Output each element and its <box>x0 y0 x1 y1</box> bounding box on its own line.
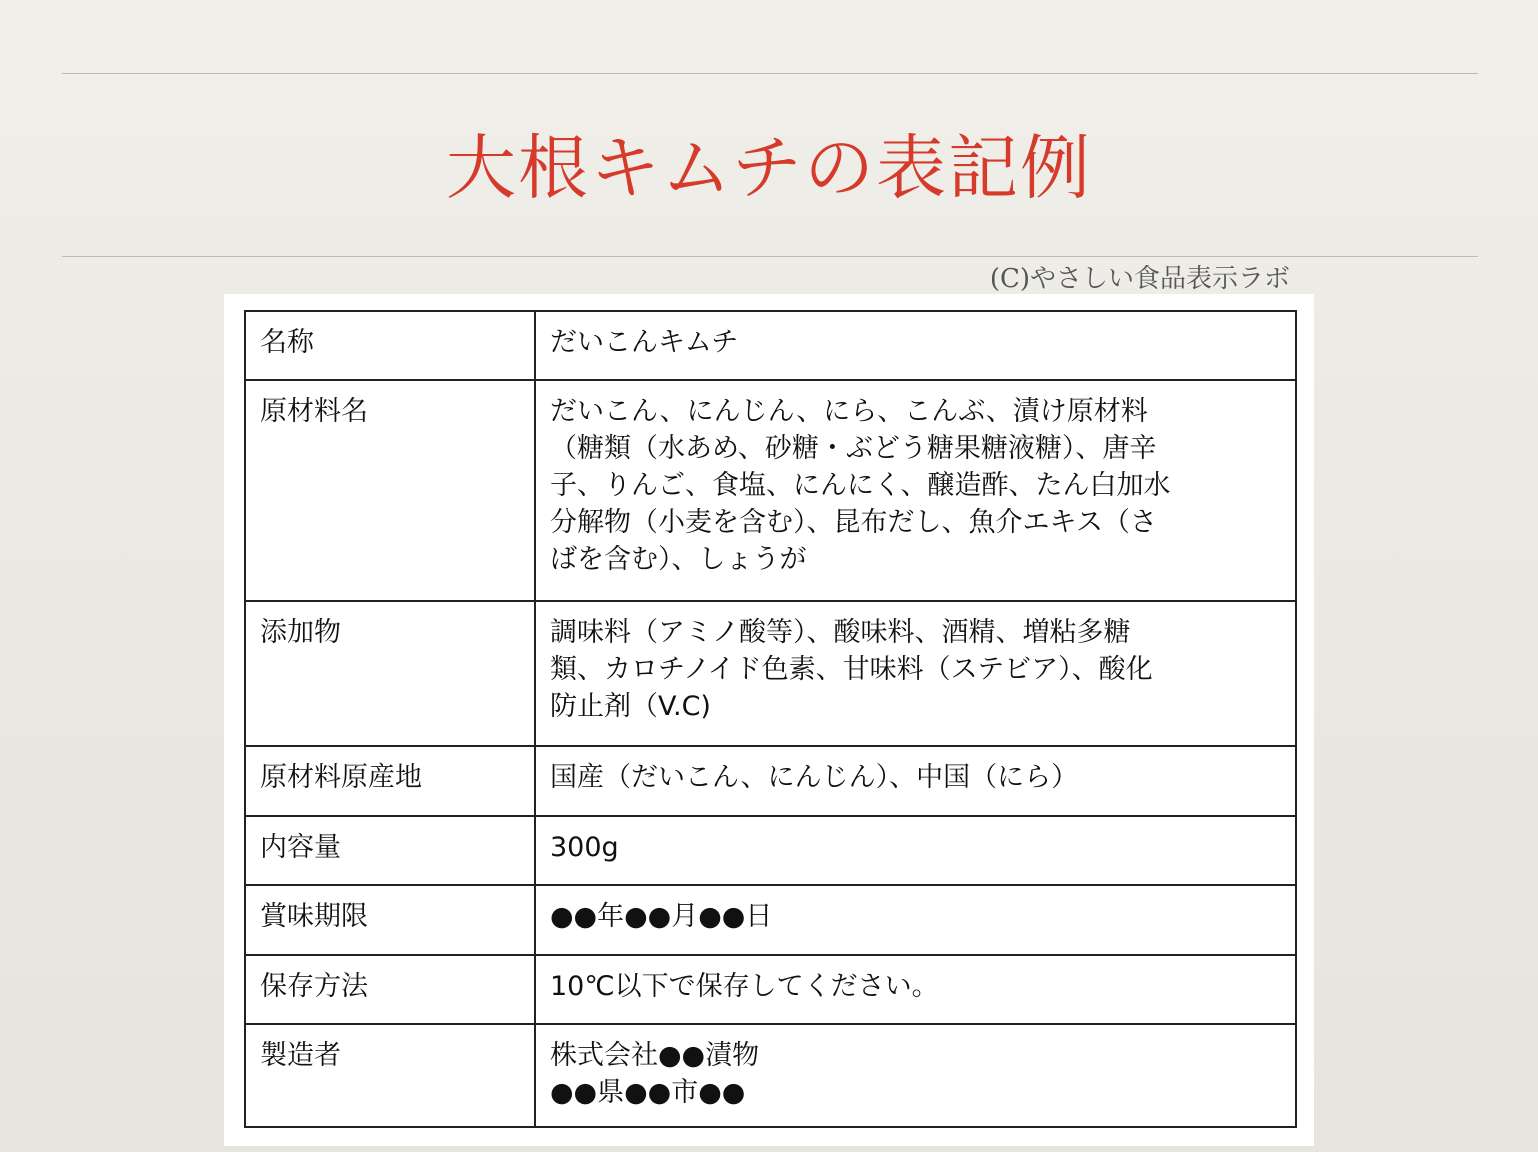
row-key: 製造者 <box>245 1024 535 1127</box>
table-row-name <box>245 311 1296 380</box>
row-value: ●●年●●月●●日 <box>535 885 1296 955</box>
row-key: 添加物 <box>245 601 535 746</box>
food-label-table <box>244 310 1297 1128</box>
table-row-additives <box>245 601 1296 746</box>
table-row-volume <box>245 816 1296 885</box>
row-value: だいこんキムチ <box>535 311 1296 380</box>
row-key: 賞味期限 <box>245 885 535 955</box>
copyright-notice: (C)やさしい食品表示ラボ <box>989 264 1290 294</box>
row-value: 株式会社●●漬物 ●●県●●市●● <box>535 1024 1296 1127</box>
row-key: 原材料名 <box>245 380 535 601</box>
row-key: 内容量 <box>245 816 535 885</box>
table-row-maker <box>245 1024 1296 1127</box>
table-row-ingredients <box>245 380 1296 601</box>
slide-title: 大根キムチの表記例 <box>446 127 1092 209</box>
table-row-expiry <box>245 885 1296 955</box>
row-value: 国産（だいこん、にんじん）、中国（にら） <box>535 746 1296 816</box>
food-label-card <box>224 294 1314 1146</box>
row-key: 原材料原産地 <box>245 746 535 816</box>
table-row-storage <box>245 955 1296 1024</box>
row-value: だいこん、にんじん、にら、こんぶ、漬け原材料 （糖類（水あめ、砂糖・ぶどう糖果糖液糖）、唐辛 子、りんご、食塩、にんにく、醸造酢、たん白加水 分解物（小麦を含む）、昆布だし、魚介エキス（さ ばを含む）、しょうが <box>535 380 1296 601</box>
row-key: 保存方法 <box>245 955 535 1024</box>
top-divider <box>62 73 1478 74</box>
row-value: 調味料（アミノ酸等）、酸味料、酒精、増粘多糖 類、カロチノイド色素、甘味料（ステビア）、酸化 防止剤（V.C) <box>535 601 1296 746</box>
row-value: 10℃以下で保存してください。 <box>535 955 1296 1024</box>
row-key: 名称 <box>245 311 535 380</box>
row-value: 300g <box>535 816 1296 885</box>
bottom-divider <box>62 256 1478 257</box>
table-row-origin <box>245 746 1296 816</box>
